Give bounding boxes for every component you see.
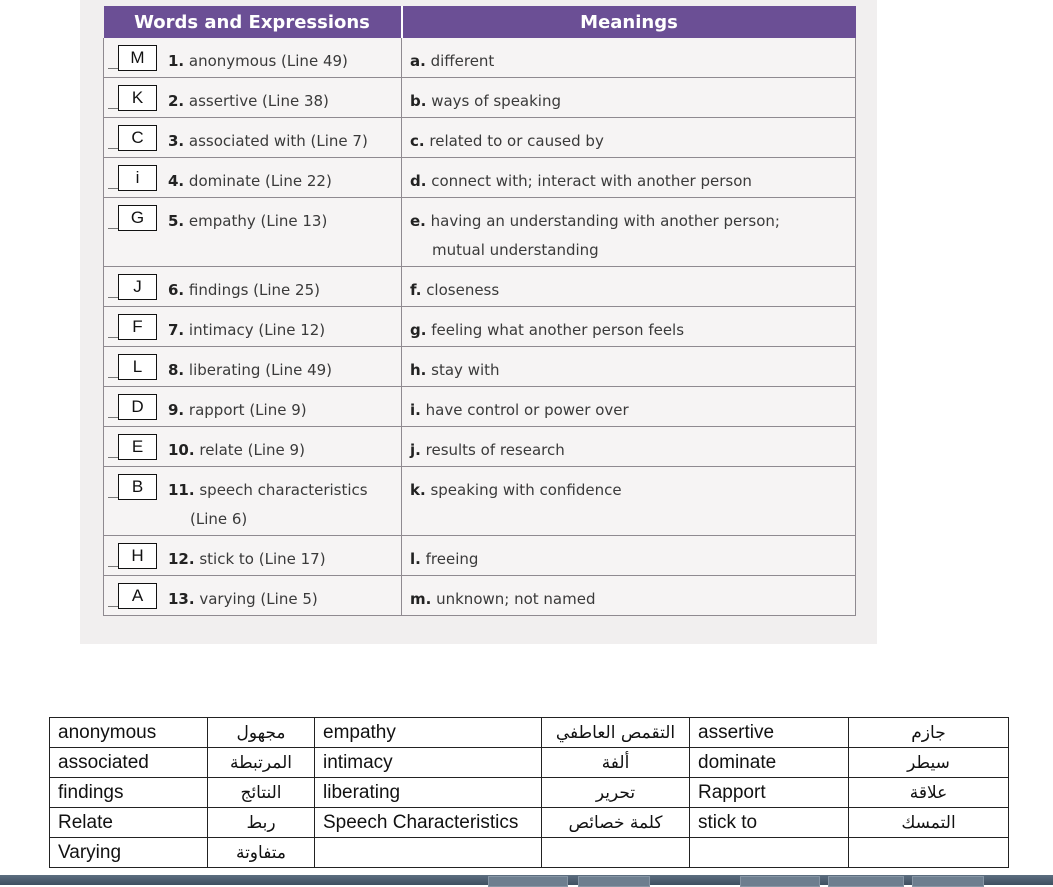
meaning-cell [402,198,856,267]
glossary-arabic-cell: سيطر [849,748,1009,778]
meaning-letter: m. [410,590,432,608]
glossary-row [50,808,1009,838]
meaning-definition: related to or caused by [429,132,604,150]
taskbar [0,875,1053,885]
word-cell [104,536,402,576]
meaning-letter: g. [410,321,427,339]
meaning-definition: connect with; interact with another person [431,172,752,190]
meaning-letter: d. [410,172,427,190]
meaning-text [410,387,855,425]
answer-line [108,297,118,298]
answer-line [108,606,118,607]
glossary-english-cell: liberating [315,778,542,808]
word-cell [104,267,402,307]
meaning-definition: stay with [431,361,500,379]
answer-box: B [118,474,157,500]
word-cell [104,576,402,616]
vocabulary-row [104,38,856,78]
answer-box: A [118,583,157,609]
glossary-arabic-cell: ربط [208,808,315,838]
glossary-english-cell: empathy [315,718,542,748]
meaning-text [410,38,855,76]
meaning-text [410,536,855,574]
answer-line [108,337,118,338]
meaning-definition: having an understanding with another person; [430,212,780,230]
vocabulary-row [104,118,856,158]
meaning-text [410,427,855,465]
glossary-english-cell: Speech Characteristics [315,808,542,838]
item-number: 2. [168,92,185,110]
meaning-letter: k. [410,481,426,499]
meaning-cell [402,307,856,347]
glossary-arabic-cell: تحرير [542,778,690,808]
vocabulary-row [104,347,856,387]
words-column-header: Words and Expressions [104,6,402,38]
word-expression: dominate (Line 22) [188,172,332,190]
glossary-arabic-cell [849,838,1009,868]
answer-line [108,148,118,149]
glossary-english-cell: Rapport [690,778,849,808]
meaning-cell [402,427,856,467]
glossary-arabic-cell: علاقة [849,778,1009,808]
answer-box: H [118,543,157,569]
meaning-cell [402,467,856,536]
glossary-arabic-cell: المرتبطة [208,748,315,778]
glossary-english-cell [315,838,542,868]
taskbar-button[interactable] [488,876,568,887]
taskbar-button[interactable] [912,876,984,887]
meaning-text [410,576,855,614]
word-expression: liberating (Line 49) [188,361,333,379]
meaning-definition: freeing [425,550,479,568]
answer-box: J [118,274,157,300]
word-expression: rapport (Line 9) [188,401,307,419]
item-number: 3. [168,132,185,150]
answer-line [108,417,118,418]
glossary-english-cell [690,838,849,868]
meaning-letter: j. [410,441,421,459]
word-expression: relate (Line 9) [199,441,305,459]
glossary-row [50,748,1009,778]
glossary-english-cell: associated [50,748,208,778]
taskbar-button[interactable] [578,876,650,887]
meaning-cell [402,387,856,427]
answer-line [108,566,118,567]
meaning-text [410,307,855,345]
meaning-definition: ways of speaking [431,92,562,110]
vocabulary-row [104,307,856,347]
word-cell [104,307,402,347]
glossary-english-cell: intimacy [315,748,542,778]
glossary-arabic-cell [542,838,690,868]
meaning-letter: b. [410,92,427,110]
vocabulary-row [104,576,856,616]
meaning-text [410,347,855,385]
vocabulary-row [104,267,856,307]
meaning-text [410,118,855,156]
word-expression: anonymous (Line 49) [188,52,348,70]
glossary-row [50,838,1009,868]
item-number: 6. [168,281,185,299]
word-expression: findings (Line 25) [188,281,320,299]
meaning-definition: different [430,52,495,70]
meaning-cell [402,158,856,198]
word-expression: empathy (Line 13) [188,212,328,230]
meaning-text [410,158,855,196]
glossary-row [50,778,1009,808]
item-number: 12. [168,550,195,568]
item-number: 7. [168,321,185,339]
glossary-arabic-cell: متفاوتة [208,838,315,868]
meaning-text [410,467,855,505]
meaning-text [410,78,855,116]
glossary-english-cell: stick to [690,808,849,838]
word-expression: associated with (Line 7) [188,132,368,150]
word-cell [104,78,402,118]
answer-box: F [118,314,157,340]
meaning-text [410,267,855,305]
word-line-ref: (Line 6) [190,510,248,528]
answer-box: D [118,394,157,420]
item-number: 13. [168,590,195,608]
answer-line [108,497,118,498]
answer-line [108,188,118,189]
glossary-arabic-cell: التمسك [849,808,1009,838]
meaning-text [410,198,855,265]
answer-box: L [118,354,157,380]
item-number: 4. [168,172,185,190]
meaning-letter: i. [410,401,421,419]
vocabulary-row [104,427,856,467]
meaning-cell [402,118,856,158]
taskbar-button[interactable] [828,876,904,887]
answer-box: M [118,45,157,71]
answer-box: C [118,125,157,151]
word-expression: varying (Line 5) [199,590,318,608]
meaning-cell [402,347,856,387]
glossary-english-cell: Varying [50,838,208,868]
taskbar-button[interactable] [740,876,820,887]
meaning-continued: mutual understanding [432,241,599,259]
word-cell [104,158,402,198]
meaning-cell [402,267,856,307]
vocabulary-row [104,198,856,267]
word-cell [104,347,402,387]
glossary-arabic-cell: ألفة [542,748,690,778]
meaning-definition: feeling what another person feels [431,321,685,339]
glossary-english-cell: findings [50,778,208,808]
vocabulary-row [104,536,856,576]
answer-line [108,108,118,109]
word-expression: assertive (Line 38) [188,92,329,110]
word-cell [104,198,402,267]
meanings-column-header: Meanings [402,6,856,38]
meaning-definition: have control or power over [425,401,629,419]
meaning-cell [402,78,856,118]
meaning-definition: results of research [425,441,565,459]
vocabulary-table [103,6,856,616]
glossary-english-cell: anonymous [50,718,208,748]
meaning-cell [402,536,856,576]
item-number: 11. [168,481,195,499]
arabic-glossary-table [49,717,1009,868]
meaning-letter: f. [410,281,422,299]
vocabulary-row [104,387,856,427]
glossary-english-cell: Relate [50,808,208,838]
glossary-arabic-cell: كلمة خصائص [542,808,690,838]
item-number: 1. [168,52,185,70]
vocabulary-row [104,78,856,118]
meaning-definition: closeness [426,281,500,299]
meaning-letter: h. [410,361,427,379]
answer-box: E [118,434,157,460]
glossary-english-cell: dominate [690,748,849,778]
word-expression: stick to (Line 17) [199,550,326,568]
word-cell [104,118,402,158]
answer-line [108,228,118,229]
answer-line [108,68,118,69]
word-expression: intimacy (Line 12) [188,321,326,339]
meaning-definition: unknown; not named [436,590,596,608]
meaning-letter: l. [410,550,421,568]
word-cell [104,387,402,427]
vocabulary-header [104,6,856,38]
meaning-letter: e. [410,212,426,230]
glossary-english-cell: assertive [690,718,849,748]
glossary-arabic-cell: جازم [849,718,1009,748]
meaning-letter: c. [410,132,425,150]
item-number: 9. [168,401,185,419]
word-cell [104,38,402,78]
glossary-arabic-cell: التقمص العاطفي [542,718,690,748]
glossary-arabic-cell: النتائج [208,778,315,808]
word-cell [104,467,402,536]
answer-box: G [118,205,157,231]
answer-line [108,377,118,378]
answer-box: i [118,165,157,191]
word-cell [104,427,402,467]
glossary-row [50,718,1009,748]
meaning-cell [402,38,856,78]
vocabulary-row [104,467,856,536]
item-number: 5. [168,212,185,230]
meaning-cell [402,576,856,616]
word-expression: speech characteristics [199,481,368,499]
item-number: 8. [168,361,185,379]
vocabulary-row [104,158,856,198]
answer-line [108,457,118,458]
item-number: 10. [168,441,195,459]
meaning-definition: speaking with confidence [430,481,622,499]
answer-box: K [118,85,157,111]
glossary-arabic-cell: مجهول [208,718,315,748]
meaning-letter: a. [410,52,426,70]
